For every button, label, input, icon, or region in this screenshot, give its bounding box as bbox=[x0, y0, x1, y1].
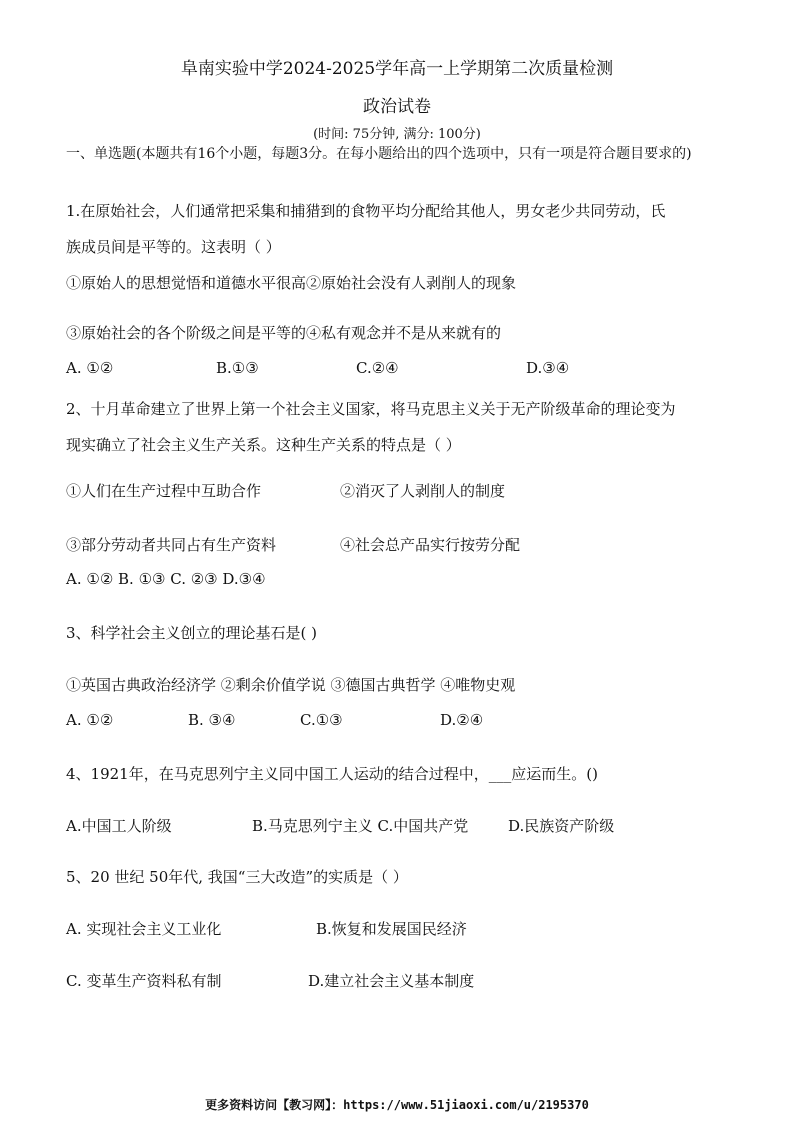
q2-statement-4: ④社会总产品实行按劳分配 bbox=[340, 536, 521, 554]
q2-stem-line2: 现实确立了社会主义生产关系。这种生产关系的特点是（ ） bbox=[66, 436, 461, 454]
q1-stem-line2: 族成员间是平等的。这表明（ ） bbox=[66, 238, 281, 256]
q1-stem-line1: 1.在原始社会，人们通常把采集和捕猎到的食物平均分配给其他人，男女老少共同劳动，氏 bbox=[66, 202, 666, 220]
q4-option-bc: B.马克思列宁主义 C.中国共产党 bbox=[252, 817, 469, 835]
exam-title: 阜南实验中学2024-2025学年高一上学期第二次质量检测 bbox=[180, 59, 614, 79]
q5-option-a: A. 实现社会主义工业化 bbox=[66, 920, 222, 938]
q1-statement-2: ③原始社会的各个阶级之间是平等的④私有观念并不是从来就有的 bbox=[66, 324, 502, 342]
q4-option-a: A.中国工人阶级 bbox=[66, 817, 172, 835]
q4-option-d: D.民族资产阶级 bbox=[508, 817, 615, 835]
exam-meta: (时间: 75分钟, 满分: 100分) bbox=[313, 127, 481, 142]
q3-option-b: B. ③④ bbox=[188, 711, 236, 729]
q3-option-a: A. ①② bbox=[66, 711, 114, 729]
q5-option-d: D.建立社会主义基本制度 bbox=[308, 972, 475, 990]
q5-stem: 5、20 世纪 50年代, 我国“三大改造”的实质是（ ） bbox=[66, 868, 408, 886]
q1-option-d: D.③④ bbox=[526, 359, 570, 377]
q2-statement-3: ③部分劳动者共同占有生产资料 bbox=[66, 536, 277, 554]
q1-option-c: C.②④ bbox=[356, 359, 399, 377]
q3-stem: 3、科学社会主义创立的理论基石是( ) bbox=[66, 624, 318, 642]
q3-option-d: D.②④ bbox=[440, 711, 484, 729]
section-heading: 一、单选题(本题共有16个小题，每题3分。在每小题给出的四个选项中，只有一项是符合题目要求的) bbox=[66, 146, 692, 162]
q3-statements: ①英国古典政治经济学 ②剩余价值学说 ③德国古典哲学 ④唯物史观 bbox=[66, 676, 516, 694]
q5-option-c: C. 变革生产资料私有制 bbox=[66, 972, 222, 990]
q2-stem-line1: 2、十月革命建立了世界上第一个社会主义国家，将马克思主义关于无产阶级革命的理论变为 bbox=[66, 400, 676, 418]
footer-link[interactable]: 更多资料访问【教习网】：https://www.51jiaoxi.com/u/2195370 bbox=[205, 1098, 589, 1112]
exam-subtitle: 政治试卷 bbox=[363, 97, 431, 117]
q2-options: A. ①② B. ①③ C. ②③ D.③④ bbox=[66, 570, 266, 588]
q2-statement-1: ①人们在生产过程中互助合作 bbox=[66, 482, 262, 500]
q2-statement-2: ②消灭了人剥削人的制度 bbox=[340, 482, 506, 500]
q1-statement-1: ①原始人的思想觉悟和道德水平很高②原始社会没有人剥削人的现象 bbox=[66, 274, 517, 292]
q5-option-b: B.恢复和发展国民经济 bbox=[316, 920, 467, 938]
q1-option-a: A. ①② bbox=[66, 359, 114, 377]
q1-option-b: B.①③ bbox=[216, 359, 259, 377]
q3-option-c: C.①③ bbox=[300, 711, 343, 729]
q4-stem: 4、1921年，在马克思列宁主义同中国工人运动的结合过程中，___应运而生。() bbox=[66, 765, 598, 783]
